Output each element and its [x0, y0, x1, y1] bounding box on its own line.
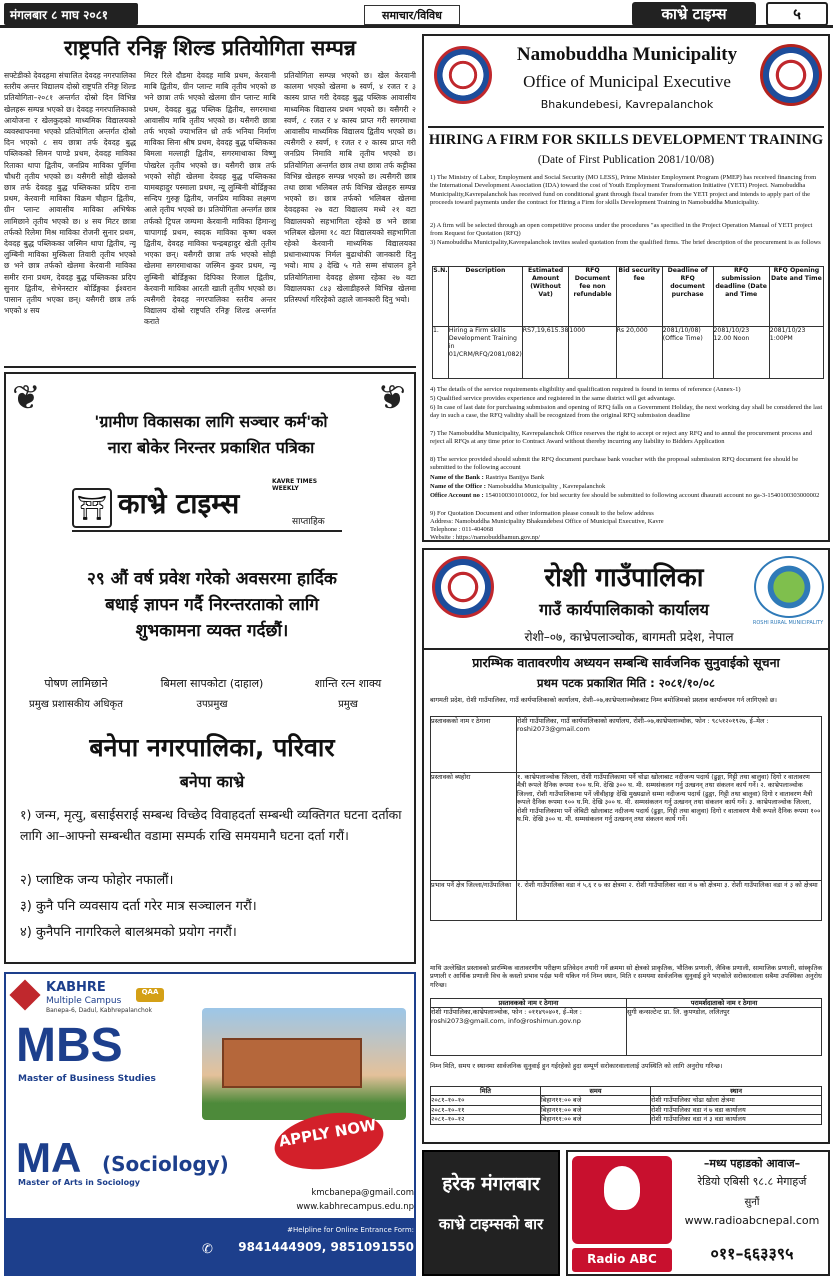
table-row: [431, 717, 822, 773]
roshi-office: गाउँ कार्यपालिकाको कार्यालय: [539, 600, 709, 619]
table-cell: रोशी गाउँपालिका चोढा खोला क्षेत्रमा: [651, 1096, 822, 1105]
masthead-logo: काभ्रे टाइम्स: [632, 2, 756, 26]
ornament-icon: ❦: [377, 378, 406, 418]
table-cell: १. काभ्रेपलाञ्चोक जिल्ला, रोशी गाउँपालिकामा पर्ने चोढा खोलाबाट नदीजन्य पदार्थ (ढुङ्गा, गिट्टी तथा बालुवा) दिगो र वातावरण मैत्री रूपले दैनिक रूपमा १०० घ.मि. देखि ३०० घ. मी. सम्मसंकलन गर्नु उत्खनन् तथा संकलन कार्य गर्ने। २. काभ्रेपलाञ्चोक जिल्ला, रोशी गाउँपालिकामा पर्ने जीवीहाङ्ग देखि मुख्यढाले सम्मा नदीजन्य पदार्थ (ढुङ्गा, गिट्टी तथा बालुवा) दिगो र वातावरण मैत्री रूपले दैनिक रूपमा १०० घ.मि. देखि ३०० घ. मी. सम्मसंकलन गर्नु उत्खनन् तथा संकलन कार्य गर्ने। ३. काभ्रेपलाञ्चोक जिल्ला, रोशी गाउँपालिकामा पर्ने जेबिटी खोलाबाट नदीजन्य पदार्थ (ढुङ्गा, गिट्टी तथा बालुवा) दिगो र वातावरण मैत्री रूपले दैनिक रूपमा १०० घ.मि. देखि ३०० घ. मी. सम्मसंकलन गर्नु उत्खनन् तथा संकलन कार्य गर्ने।: [517, 773, 822, 881]
radio-tagline: –मध्य पहाडको आवाज–: [703, 1157, 801, 1170]
table-cell: रोशी गाउँपालिका, गाउँ कार्यपालिकाको कार्यालय, रोशी–०७,काभ्रेपलाञ्चोक, फोन : ९८५१२०१९२७, ई–मेल : roshi2073@gmail.com: [517, 717, 822, 773]
org-subtitle: बनेपा काभ्रे: [179, 772, 245, 791]
table-cell: २०८१–१०–१०: [431, 1096, 541, 1105]
table-row: [431, 881, 822, 921]
table-cell: Rs 20,000: [616, 327, 662, 379]
section-label: समाचार/विविध: [364, 5, 460, 25]
table-cell: २०८१–१०–१२: [431, 1115, 541, 1124]
tender-title: HIRING A FIRM FOR SKILLS DEVELOPMENT TRAINING: [428, 132, 824, 148]
tender-website[interactable]: Website : https://namobuddhamun.gov.np/: [430, 534, 540, 541]
helpline-numbers: 9841444909, 9851091550: [238, 1240, 414, 1254]
tender-info: 9) For Quotation Document and other information please consult to the below address: [430, 510, 654, 517]
nepal-emblem-icon: [434, 46, 492, 104]
table-cell: प्रभाव पर्ने क्षेत्र जिल्ला/गाउँपालिका: [431, 881, 517, 921]
table-header: RFQ Opening Date and Time: [769, 267, 823, 327]
account-number: 1540100301010002, for bid security fee should be submitted to following account dhaurati account no ga-3-1540100303000002: [485, 492, 820, 499]
tender-office: Office of Municipal Executive: [523, 72, 731, 91]
municipality-logo-icon: [760, 44, 822, 106]
table-row: [431, 1096, 822, 1105]
tender-note: 4) The details of the service requirements eligibility and qualification required is found in terms of reference (Annex-1): [430, 386, 741, 393]
table-cell: 2081/10/08) (Office Time): [662, 327, 713, 379]
person-name: शान्ति रत्न शाक्य: [314, 677, 382, 690]
table-cell: प्रस्तावकको नाम र ठेगाना: [431, 717, 517, 773]
table-cell: 1000: [569, 327, 616, 379]
table-cell: Hiring a Firm skills Development Training in 01/CRM/RFQ/2081/082): [448, 327, 522, 379]
person-name: बिमला सापकोटा (दाहाल): [160, 677, 264, 690]
table-header: समय: [541, 1087, 651, 1096]
org-name: बनेपा नगरपालिका, परिवार: [89, 733, 335, 762]
greeting-ad: [4, 372, 416, 964]
table-header-row: [431, 1087, 822, 1096]
table-header: Estimated Amount (Without Vat): [522, 267, 569, 327]
table-header: S.N.: [433, 267, 449, 327]
table-header: Deadline of RFQ document purchase: [662, 267, 713, 327]
notice-point: ४) कुनैपनि नागरिकले बालश्रमको प्रयोग नगरौं।: [20, 925, 237, 940]
radio-listen: सुनौं: [744, 1197, 760, 1208]
account-label: Office Account no :: [430, 492, 484, 499]
promo-line-2: काभ्रे टाइम्सको बार: [438, 1215, 544, 1233]
table-cell: रोशी गाउँपालिका वडा नं ३ वडा कार्यालय: [651, 1115, 822, 1124]
bank-name: Rastriya Banijya Bank: [485, 474, 545, 481]
table-row: [431, 1115, 822, 1124]
tender-table: [432, 266, 824, 379]
divider: [424, 648, 828, 650]
roshi-notice-title: प्रारम्भिक वातावरणीय अध्ययन सम्बन्धि सार्वजनिक सुनुवाईको सूचना: [472, 655, 780, 670]
campus-logo-icon: [9, 979, 40, 1010]
campus-address: Banepa-6, Dadul, Kabhrepalanchok: [46, 1007, 152, 1014]
portrait-shape: [604, 1166, 640, 1210]
office-name: Namobuddha Municipality , Kavrepalanchok: [487, 483, 606, 490]
roshi-middle-text: माथि उल्लेखित प्रस्तावको प्रारम्भिक वातावरणीय परीक्षण प्रतिवेदन तयारी गर्ने क्रममा सो क्षेत्रको प्राकृतिक, भौतिक प्रणाली, जैविक प्रणाली, सामाजिक प्रणाली, सांस्कृतिक प्रणाली र आर्थिक प्रणाली विच के कस्तो प्रभाव पर्दछ भनी यकिन गर्न निम्न स्थान, मिति र समयमा सार्वजनिक सुनुवाई हुने भएकोले सरोकारवाला सबैमा उपस्थिका अनुरोध गरिन्छ।: [430, 964, 823, 989]
radio-portrait-icon: [572, 1156, 672, 1244]
tender-para: 3) Namobuddha Municipality,Kavrepalanchok invites sealed quotation from the qualified firms. The brief description of the procurement is as follows: [430, 239, 821, 246]
table-cell: RS7,19,615.38: [522, 327, 569, 379]
kavre-times-logo: [72, 478, 342, 532]
tuesday-promo: [422, 1150, 560, 1276]
helpline-label: #Helpline for Online Entrance Form:: [287, 1226, 414, 1234]
table-cell: रोशी गाउँपालिका,काभ्रेपलाञ्चोक, फोन : ०११४९०४०१, ई–मेल : roshi2073@gmail.com, info@roshimun.gov.np: [431, 1008, 627, 1056]
campus-name: KABHRE: [46, 980, 106, 995]
temple-icon: ⛩: [72, 488, 112, 528]
tender-org: Namobuddha Municipality: [516, 44, 738, 65]
roshi-closing: निम्न मिति, समय र स्थानमा सार्वजनिक सुनुवाई हुन गईरहेको हुदा सम्पूर्ण सरोकारवालालाई उपस्थिति को लागि अनुरोध गरिन्छ।: [430, 1062, 723, 1070]
table-cell: प्रस्तावको ब्यहोरा: [431, 773, 517, 881]
bank-line: [430, 474, 824, 482]
table-header: Description: [448, 267, 522, 327]
table-header: RFQ submission deadline (Date and Time: [713, 267, 769, 327]
account-line: [430, 492, 824, 500]
page-number: ५: [766, 2, 828, 26]
campus-sub: Multiple Campus: [46, 996, 122, 1006]
phone-icon: ✆: [202, 1242, 213, 1257]
tender-address: Bhakundebesi, Kavrepalanchok: [540, 98, 714, 111]
divider: [428, 126, 824, 128]
roshi-table: [430, 716, 822, 921]
campus-ad: [4, 972, 416, 1276]
roshi-logo-icon: [754, 556, 824, 618]
table-header: प्रस्तावकको नाम र ठेगाना: [431, 999, 627, 1008]
table-header-row: [431, 999, 822, 1008]
table-header: परामर्शदाताको नाम र ठेगाना: [627, 999, 822, 1008]
roshi-pub-date: प्रथम पटक प्रकाशित मिति : २०८१/१०/०८: [537, 676, 715, 690]
tender-notice: [422, 34, 830, 542]
tender-para: 2) A firm will be selected through an open competitive process under the procedures "as specified in the Project Operation Manual of YETI project from Request for Quotation (RFQ): [430, 222, 813, 238]
table-row: [431, 1105, 822, 1114]
table-cell: १. रोशी गाउँपालिका वडा नं ५,६ र ७ का क्षेत्रमा २. रोशी गाउँपालिका वडा नं ७ को क्षेत्रमा ३. रोशी गाउँपालिका वडा नं ३ को क्षेत्रमा: [517, 881, 822, 921]
radio-website[interactable]: www.radioabcnepal.com: [684, 1214, 820, 1227]
roshi-notice: [422, 548, 830, 1144]
roshi-name: रोशी गाउँपालिका: [544, 563, 704, 593]
ornament-icon: ❦: [12, 378, 41, 418]
ma-sub: (Sociology): [102, 1152, 229, 1176]
roshi-address: रोशी–०७, काभ्रेपलाञ्चोक, बागमती प्रदेश, नेपाल: [524, 630, 734, 644]
radio-ad: [566, 1150, 830, 1276]
message-line-2: बधाई ज्ञापन गर्दै निरन्तरताको लागि: [105, 595, 319, 615]
table-header: Bid security fee: [616, 267, 662, 327]
table-cell: 1.: [433, 327, 449, 379]
tender-note: 8) The service provided should submit the RFQ document purchase bank voucher with the proposal submission RFQ document fee should be submitted to the following account: [430, 456, 799, 472]
roshi-contact-table: [430, 998, 822, 1056]
radio-logo: Radio ABC: [572, 1248, 672, 1272]
roshi-schedule-table: [430, 1086, 822, 1125]
slogan-line-2: नारा बोकेर निरन्तर प्रकाशित पत्रिका: [107, 438, 315, 457]
promo-line-1: हरेक मंगलबार: [442, 1173, 540, 1195]
person-role: प्रमुख प्रशासकीय अधिकृत: [29, 699, 123, 710]
office-label: Name of the Office :: [430, 483, 486, 490]
building-shape: [222, 1038, 362, 1088]
table-cell: 2081/10/23 12.00 Noon: [713, 327, 769, 379]
tender-note: 6) In case of last date for purchasing submission and opening of RFQ falls on a Government Holiday, the next working day shall be considered the last day in such a case, the RFQ validity shall be recognized from the original RFQ submission deadline: [430, 404, 823, 420]
radio-phone: ०११–६६३३९५: [710, 1244, 794, 1263]
table-cell: रोशी गाउँपालिका वडा नं ७ वडा कार्यालय: [651, 1105, 822, 1114]
tender-pub-date: (Date of First Publication 2081/10/08): [537, 154, 715, 166]
message-line-1: २९ औं वर्ष प्रवेश गरेको अवसरमा हार्दिक: [87, 569, 337, 589]
campus-website[interactable]: www.kabhrecampus.edu.np: [296, 1202, 414, 1212]
campus-email[interactable]: kmcbanepa@gmail.com: [311, 1188, 414, 1198]
article-title: राष्ट्रपति रनिङ्ग शिल्ड प्रतियोगिता सम्पन्न: [64, 36, 356, 60]
table-header: स्थान: [651, 1087, 822, 1096]
logo-tagline: साप्ताहिक: [292, 517, 325, 527]
nepal-emblem-icon: [432, 556, 494, 618]
message-line-3: शुभकामना व्यक्त गर्दछौं।: [135, 621, 289, 641]
table-header: मिति: [431, 1087, 541, 1096]
ma-title: MA: [16, 1134, 82, 1181]
tender-para: 1) The Ministry of Labor, Employment and Social Security (MO LESS), Prime Minister Employment Program (PMEP) has received financing from the International Development Association (IDA) toward the cost of Youth Employment Transformation Initiative (YETI) Project. Namobuddha Municipality,Kavrepalanchok has received fund on conditional grant through fiscal transfer from the YETI project and intends to apply part of the proceeds toward payments under the contract for Hiring a Firm for skills Development Training in Namobuddha Municipality.: [430, 174, 817, 207]
table-row: [431, 773, 822, 881]
radio-name: रेडियो एबिसी ९८.८ मेगाहर्ज: [697, 1175, 807, 1188]
table-cell: सुगी कन्सल्टेन्ट प्रा. लि. कुपण्डोल, ललितपुर: [627, 1008, 822, 1056]
table-header: RFQ Document fee non refundable: [569, 267, 616, 327]
tender-note: 7) The Namobuddha Municipality, Kavrepalanchok Office reserves the right to accept or reject any RFQ and to annul the procurement process and reject all RFQs at any time prior to Contract Award without thereby incurring any liability to Bidders Application: [430, 430, 812, 446]
article: [4, 32, 416, 368]
campus-building-image: [202, 1008, 406, 1120]
table-row: [431, 1008, 822, 1056]
mbs-title: MBS: [16, 1019, 123, 1072]
apply-now-badge[interactable]: APPLY NOW: [270, 1105, 388, 1177]
logo-small-text: KAVRE TIMES WEEKLY: [272, 478, 318, 492]
mbs-full: Master of Business Studies: [18, 1074, 156, 1084]
notice-point: १) जन्म, मृत्यु, बसाईसराई सम्बन्ध विच्छेद विवाहदर्ता सम्बन्धी व्यक्तिगत घटना दर्ताका लागि आ–आफ्नो सम्बन्धीत वडामा सम्पर्क राखि समयमानै घटना दर्ता गरौं।: [20, 807, 402, 843]
article-column-1: सफ्टेडीको देवदहमा संचालित देवदह नगरपालिका स्तरीय अन्तर विद्यालय दोस्रो राष्ट्रपति रनिङ्ग शिल्ड प्रतियोगिता–२०८१ अन्तर्गत दोस्रो दिन विभिन्न खेलहरू सम्पन्न भएको छ। देवदह नगरपालिकाको आयोजना र खेलकुदको माध्यमिक विद्यालयको व्यवस्थापनमा भएको प्रतियोगिता अन्तर्गत दोस्रो दिन भएको ८ सय छात्रा तर्फ देवदह बुद्ध पब्लिकको सिमन पाण्डे प्रथम, देवदह माविका रिताका थापा द्वितीय, जनप्रिय माविका पूर्णिमा चौधरी तृतीय भएको छ। यसैगरी सोही खेलको छात्र तर्फ देवदह बुद्ध पब्लिकका प्रदिप राना प्रथम, केरवानी माविका विक्रम चौहान द्वितीय, ग्रीन प्लान्ट आवासीय माविका अभिषेक लामिछाने तृतीय भएको छ। ४ सय मिटर छात्रा तर्फको रिलेमा मिश्र माविका रोजनी सुनार प्रथम, देवदह बुद्ध पब्लिकका जस्मिन थापा द्वितीय, न्यू लुम्बिनी माविका मुस्किला तिवारी तृतीय भएको छ भने छात्र तर्फको खेलमा केरवानी माविका समीर राना प्रथम, देवदह बुद्ध पब्लिकका प्रदिप सुनार द्वितीय, सेभेनस्टार बोर्डिङ्गका ईश्वरान पासान तृतीय भएका छन्। यसैगरी छात्र तर्फ भएको ४ सय: [4, 71, 136, 316]
article-column-3: प्रतियोगिता सम्पन्न भएको छ। खेल केरवानी कालमा भएको खेलमा ७ स्वर्ण, ४ रजत र ३ कास्य प्राप्त गरी देवदह बुद्ध पब्लिक आवासीय माध्यमिक विद्यालय प्रथम भएको छ। यसैगरी २ स्वर्ण, ८ रजत र ४ कास्य प्राप्त गरी सगरमाथा आवासीय माध्यमिक विद्यालय द्वितीय भएको छ। त्यसैगरी २ स्वर्ण, १ रजत र २ कास्य प्राप्त गरी जनप्रिय निमावि माबि तृतीय भएको छ। प्रतियोगिता अन्तर्गत छात्र तथा छात्रा तर्फ कट्टीका विभिन्न खेलहरु सम्पन्न भएको छ। त्यसैगरी छात्र तथा छात्रा भलिबल तर्फ विभिन्न खेलहरु सम्पन्न भएको छ। छात्र तर्फको भलिबल खेलमा देवदहका २७ वटा विद्यालय मध्ये २१ वटा विद्यालयको सहभागिता रहेको छ भने छात्रा भलिबल खेलमा १८ वटा विद्यालयको सहभागिता रहेको केरवानी माध्यमिक विद्यालयका प्रधानाध्यापक निर्मल बुढाथोकी जानकारी दिनु भयो। माघ ३ देखि ५ गते सम्म संचालन हुने प्रतियोगितामा देवदह क्षेत्रमा रहेका २७ वटा विद्यालयका ८४३ खेलाडीहरुले विभिन्न खेलमा प्रतिस्पर्धा गरिरहेको उहाले जानकारी दिनु भयो।: [284, 71, 416, 305]
person-role: उपप्रमुख: [196, 699, 228, 710]
roshi-intro: बागमती प्रदेश, रोशी गाउँपालिका, गाउँ कार्यपालिकाको कार्यालय, रोशी–०७,काभ्रेपलाञ्चोकबाट निम्न बमोजिमको प्रस्ताव कार्यान्वयन गर्न लागिएको छ।: [430, 696, 777, 704]
helpline-bar: [6, 1218, 416, 1276]
person-name: पोषण लामिछाने: [44, 677, 108, 690]
tender-address-line: Address: Namobuddha Municipality Bhakundebesi Office of Municipal Executive, Kavre: [430, 518, 664, 525]
table-cell: बिहान११:०० बजे: [541, 1115, 651, 1124]
qaa-badge: QAA: [136, 988, 164, 1002]
article-column-2: मिटर रिले दौडमा देवदह माबि प्रथम, केरवानी माबि द्वितीय, ग्रीन प्लान्ट माबि तृतीय भएको छ भने छात्रा तर्फ भएको खेलमा ग्रीन प्लान्ट माबि प्रथम, देवदह बुद्ध पब्लिक द्वितीय, सगरमाथा आवासीय माबि तृतीय भएको छ। यसैगरी छात्रा तर्फ भएको ज्याभलिन थ्रो तर्फ भनिया निर्माण माविका सिना श्रीष प्रथम, देवदह बुद्ध पब्लिकका बिमला मल्लाही द्वितीय, सगरमाथाका विष्णु पोखरेल तृतीय भएको छ। यसैगरी छात्र तर्फ भएको सोही खेलमा देवदह बुद्ध पब्लिकका यामबहादुर पस्माला प्रथम, न्यू लुम्बिनी बोर्डिङ्गका सन्दिप गुरुङ्ग द्वितीय, जनप्रिय माविका लक्ष्मण आले तृतीय भएको छ। प्रतियोगिता अन्तर्गत छात्र तर्फको ट्रिपल जम्पमा केरवानी माविका हिमान्शु चापागाई प्रथम, स्वदक माविका कृष्ण थक्ल द्वितीय, देवदह माविका चन्द्रबहादुर खेती तृतीय भएका छन्। यसैगरी छात्रा तर्फ भएको सोही खेलमा सगरमाथाका जस्मिन कुवर प्रथम, न्यू लुम्बिनी बोर्डिङ्गका दिपिका रिजाल द्वितीय, केरवानी माविका आरती खाती तृतीय भएको छ। त्यसैगरी देवदह नगरपालिका स्तरीय अन्तर विद्यालय दोस्रो राष्ट्रपति रनिङ्ग शिल्ड अन्तर्गत कराते: [144, 71, 276, 327]
issue-date: मंगलबार ८ माघ २०८१: [4, 3, 138, 25]
tender-note: 5) Qualified service provides experience and registered in the same district will get advantage.: [430, 395, 676, 402]
tender-telephone: Telephone : 011-404068: [430, 526, 494, 533]
table-row: [433, 327, 824, 379]
notice-point: ३) कुनै पनि व्यवसाय दर्ता गरेर मात्र सञ्चालन गरौं।: [20, 899, 257, 914]
table-header-row: [433, 267, 824, 327]
table-cell: बिहान११:०० बजे: [541, 1096, 651, 1105]
table-cell: बिहान११:०० बजे: [541, 1105, 651, 1114]
office-line: [430, 483, 824, 491]
roshi-logo-text: ROSHI RURAL MUNICIPALITY: [752, 620, 824, 626]
bank-label: Name of the Bank :: [430, 474, 484, 481]
logo-text: काभ्रे टाइम्स: [118, 487, 240, 520]
table-cell: २०८१–१०–११: [431, 1105, 541, 1114]
slogan-line-1: 'ग्रामीण विकासका लागि सञ्चार कर्म'को: [94, 412, 328, 431]
person-role: प्रमुख: [338, 699, 358, 710]
notice-point: २) प्लाष्टिक जन्य फोहोर नफालौं।: [20, 873, 174, 888]
table-cell: 2081/10/23 1:00PM: [769, 327, 823, 379]
ma-full: Master of Arts in Sociology: [18, 1178, 141, 1187]
